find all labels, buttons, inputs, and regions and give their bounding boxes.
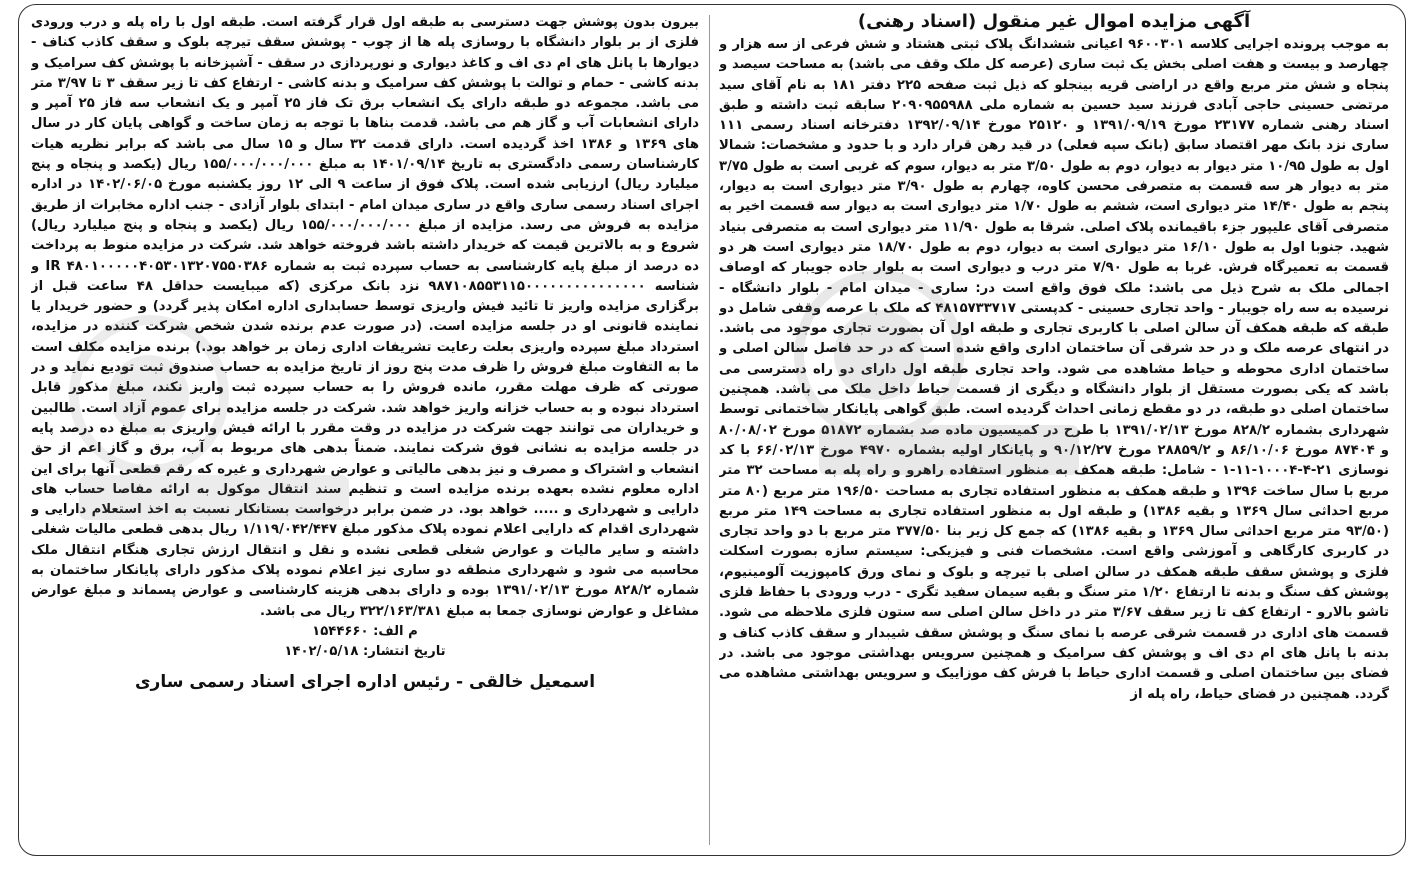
publish-date: تاریخ انتشار: ۱۴۰۲/۰۵/۱۸: [284, 643, 446, 659]
column-divider: [709, 15, 710, 845]
notice-body-left: بیرون بدون پوشش جهت دسترسی به طبقه اول قرار گرفته است. طبقه اول با راه پله و درب ورودی فلزی از بر بلوار دانشگاه با روسازی پله ها از چوب - پوشش سقف تیرچه بلوک و سقف کاذب کناف - دیوارها با پانل های ام دی اف و کاغذ دیواری و نورپردازی در سقف - آشپزخانه با پوشش کف سرامیک و بدنه کاشی - حمام و توالت با پوشش کف سرامیک و بدنه کاشی - ارتفاع کف تا زیر سقف ۳ تا ۳/۹۷ متر می باشد. مجموعه دو طبقه دارای یک انشعاب برق تک فاز ۲۵ آمپر و یک انشعاب سه فاز ۲۵ آمپر و دارای انشعابات آب و گاز هم می باشد. قدمت بناها با توجه به زمان ساخت و گواهی پایان کار در سال های ۱۳۶۹ و ۱۳۸۶ اخذ گردیده است. دارای قدمت ۳۲ سال و ۱۵ سال می باشد که برابر نظریه هیات کارشناسان رسمی دادگستری به تاریخ ۱۴۰۱/۰۹/۱۴ به مبلغ ۱۵۵/۰۰۰/۰۰۰/۰۰۰ ریال (یکصد و پنجاه و پنج میلیارد ریال) ارزیابی شده است. پلاک فوق از ساعت ۹ الی ۱۲ روز یکشنبه مورخ ۱۴۰۲/۰۶/۰۵ در اداره اجرای اسناد رسمی ساری واقع در ساری میدان امام - ابتدای بلوار آزادی - جنب اداره مخابرات از طریق مزایده به فروش می رسد. مزایده از مبلغ ۱۵۵/۰۰۰/۰۰۰/۰۰۰ ریال (یکصد و پنجاه و پنج میلیارد ریال) شروع و به بالاترین قیمت که خریدار داشته باشد فروخته خواهد شد. شرکت در مزایده منوط به پرداخت ده درصد از مبلغ پایه کارشناسی به حساب سپرده ثبت به شماره IR ۴۸۰۱۰۰۰۰۰۴۰۵۳۰۱۳۲۰۷۵۵۰۳۸۶ و شناسه ۹۸۷۱۰۸۵۵۳۱۱۵۰۰۰۰۰۰۰۰۰۰۰۰۰۰۰ نزد بانک مرکزی (که میبایست حداقل ۴۸ ساعت قبل از برگزاری مزایده واریز تا تائید فیش واریزی توسط حسابداری اداره امکان پذیر گردد) و حضور خریدار یا نماینده قانونی او در جلسه مزایده است. (در صورت عدم برنده شدن شخص شرکت کننده در مزایده، استرداد مبلغ سپرده واریزی بعلت رعایت تشریفات اداری زمان بر خواهد بود.) برنده مزایده مکلف است ما به التفاوت مبلغ فروش را ظرف مدت پنج روز از تاریخ مزایده به حساب صندوق ثبت تودیع نماید و در صورتی که ظرف مهلت مقرر، مانده فروش را به حساب سپرده ثبت واریز نکند، مبلغ مذکور قابل استرداد نبوده و به حساب خزانه واریز خواهد شد. شرکت در جلسه مزایده برای عموم آزاد است. طالبین و خریداران می توانند جهت شرکت در مزایده در وقت مقرر با ارائه فیش واریزی به مبلغ ده درصد پایه در جلسه مزایده به نشانی فوق شرکت نمایند. ضمناً بدهی های مربوط به آب، برق و گاز اعم از حق انشعاب و اشتراک و مصرف و نیز بدهی مالیاتی و عوارض شهرداری و غیره که رقم قطعی آنها برای این اداره معلوم نشده بعهده برنده مزایده است و تنظیم سند انتقال موکول به ارائه مفاصا حساب های دارایی و شهرداری و ..... خواهد بود. در ضمن برابر درخواست بستانکار نسبت به اخذ استعلام دارایی و شهرداری اقدام که دارایی اعلام نموده پلاک مذکور مبلغ ۱/۱۱۹/۰۴۲/۴۴۷ ریال بدهی قطعی مالیات شغلی داشته و سایر مالیات و عوارض شغلی قطعی نشده و نقل و انتقال ارزش تجاری هنگام انتقال ملک محاسبه می شود و شهرداری منطقه دو ساری نیز اعلام نموده پلاک مذکور دارای پایانکار ساختمان به شماره ۸۲۸/۲ مورخ ۱۳۹۱/۰۲/۱۳ بوده و دارای بدهی هزینه کارشناسی و عوارض پسماند و مبلغ عوارض مشاغل و عوارض نوسازی جمعا به مبلغ ۳۲۲/۱۶۳/۳۸۱ ریال می باشد.: [31, 15, 699, 619]
right-column: [719, 5, 1389, 855]
signature-line: اسمعیل خالقی - رئیس اداره اجرای اسناد رسمی ساری: [134, 671, 596, 692]
left-column: [31, 5, 699, 855]
notice-headline: آگهی مزایده اموال غیر منقول (اسناد رهنی): [857, 11, 1251, 32]
notice-page: [18, 4, 1406, 856]
code-line: م الف: ۱۵۴۴۶۶۰: [312, 623, 418, 639]
notice-body-right: به موجب پرونده اجرایی کلاسه ۹۶۰۰۳۰۱ اعیانی ششدانگ پلاک ثبتی هشتاد و شش فرعی از سه هزار و چهارصد و بیست و هفت اصلی بخش یک ثبت ساری (عرصه کل ملک وقف می باشد) به مساحت سیصد و پنجاه و شش متر مربع واقع در اراضی قریه بینجلو که ذیل ثبت صفحه ۲۲۵ دفتر ۱۸۱ به نام آقای سید مرتضی حسینی حاجی آبادی فرزند سید حسین به شماره ملی ۲۰۹۰۹۵۵۹۸۸ سابقه ثبت داشته و طبق اسناد رهنی شماره ۲۳۱۷۷ مورخ ۱۳۹۱/۰۹/۱۹ و ۲۵۱۲۰ مورخ ۱۳۹۲/۰۹/۱۴ دفترخانه اسناد رسمی ۱۱۱ ساری نزد بانک مهر اقتصاد سابق (بانک سپه فعلی) در قید رهن قرار دارد و با حدود و مشخصات: شمالا اول به طول ۱۰/۹۵ متر دیوار به دیوار، دوم به طول ۳/۵۰ متر به دیوار، سوم که غربی است به طول ۳/۷۵ متر به دیوار هر سه قسمت به متصرفی محسن کاوه، چهارم به طول ۳/۹۰ متر دیواری است به دیوار، پنجم به طول ۱۴/۴۰ متر دیواری است، ششم به طول ۱/۷۰ متر دیواری است به دیوار سه قسمت اخیر به متصرفی آقای علیپور جزء باقیمانده پلاک اصلی. شرقا به طول ۱۱/۹۰ متر دیواری است به متصرفی بنیاد شهید. جنوبا اول به طول ۱۶/۱۰ متر دیواری است به دیوار، دوم به طول ۱۸/۷۰ متر دیواری است هر دو قسمت به تعمیرگاه فرش. غربا به طول ۷/۹۰ متر درب و دیواری است به بلوار جاده جویبار که اوصاف اجمالی ملک به شرح ذیل می باشد: ملک فوق واقع است در: ساری - میدان امام - بلوار دانشگاه - نرسیده به سه راه جویبار - واحد تجاری حسینی - کدپستی ۴۸۱۵۷۳۳۷۱۷ که ملک با عرصه وقفی شامل دو طبقه که طبقه همکف آن سالن اصلی با کاربری تجاری و طبقه اول آن بصورت تجاری موجود می باشد. در انتهای عرصه ملک و در حد شرقی آن ساختمان اداری واقع شده است که در حد فاصل سالن اصلی و ساختمان اداری محوطه و حیاط مشاهده می شود. واحد تجاری طبقه اول دارای دو راه دسترسی می باشد که یکی بصورت مستقل از بلوار دانشگاه و دیگری از قسمت حیاط داخل ملک می باشد. همچنین ساختمان اصلی دو طبقه، در دو مقطع زمانی احداث گردیده است. طبق گواهی پایانکار ساختمانی توسط شهرداری بشماره ۸۲۸/۲ مورخ ۱۳۹۱/۰۲/۱۳ با طرح در کمیسیون ماده صد بشماره ۵۱۸۷۲ مورخ ۸۰/۰۸/۰۲ و ۸۷۴۰۴ مورخ ۸۶/۱۰/۰۶ و ۲۸۸۵۹/۲ مورخ ۹۰/۱۲/۲۷ و پایانکار اولیه بشماره ۴۹۷۰ مورخ ۶۶/۰۲/۱۳ با کد نوسازی ۲۱-۴-۱۰۰۰۴-۱۱-۱ - شامل: طبقه همکف به منظور استفاده راهرو و راه پله به مساحت ۳۲ متر مربع با سال ساخت ۱۳۹۶ و طبقه همکف به منظور استفاده تجاری به مساحت ۱۹۶/۵۰ متر مربع (۸۰ متر مربع احداثی سال ۱۳۶۹ و بقیه ۱۳۸۶) و طبقه اول به منظور استفاده تجاری به مساحت ۱۴۹ متر مربع (۹۳/۵۰ متر مربع احداثی سال ۱۳۶۹ و بقیه ۱۳۸۶) که جمع کل زیر بنا ۳۷۷/۵۰ متر مربع با دو واحد تجاری در کاربری کارگاهی و آموزشی واقع است. مشخصات فنی و فیزیکی: سیستم سازه بصورت اسکلت فلزی و پوشش سقف طبقه همکف در سالن اصلی با تیرچه و بلوک و نمای ورق کامپوزیت آلومینیوم، پوشش کف سنگ و بدنه تا ارتفاع ۱/۲۰ متر سنگ و بقیه سیمان سفید تگری - درب ورودی با حفاظ فلزی تاشو بالارو - ارتفاع کف تا زیر سقف ۳/۶۷ متر در داخل سالن اصلی سه ستون فلزی ملاحظه می شود. قسمت های اداری در قسمت شرقی عرصه با نمای سنگ و پوشش سقف شیبدار و سقف کاذب کناف و بدنه با پانل های ام دی اف و پوشش کف سرامیک و همچنین سرویس بهداشتی موجود می باشد. در فضای بین ساختمان اصلی و قسمت اداری حیاط با فرش کف موزاییک و سرویس بهداشتی مشاهده می گردد. همچنین در فضای حیاط، راه پله از: [719, 37, 1389, 702]
